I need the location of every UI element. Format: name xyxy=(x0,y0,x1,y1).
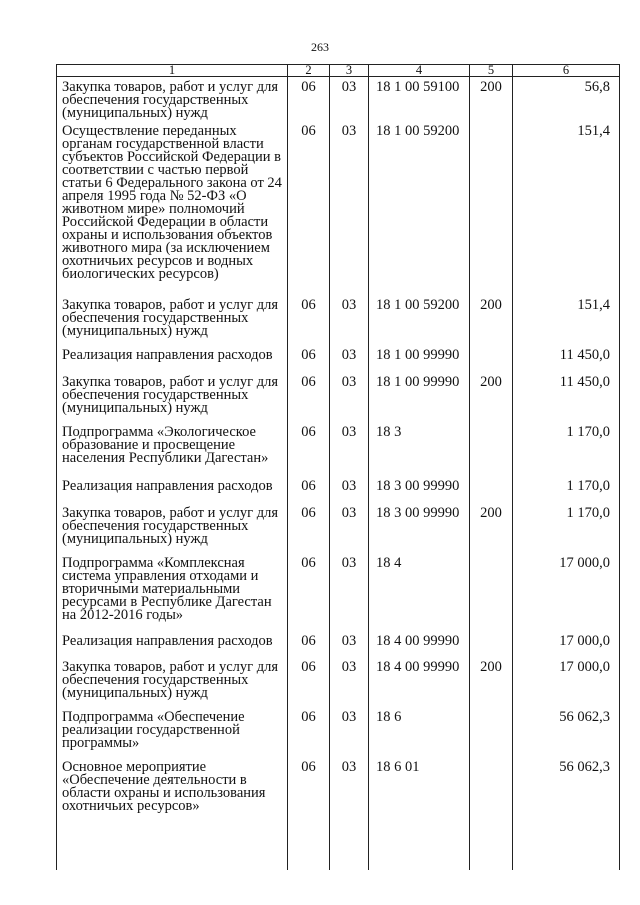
header-col-5: 5 xyxy=(470,65,513,77)
row-target-code: 18 6 xyxy=(369,711,470,761)
row-expense-type xyxy=(470,480,513,507)
table-row xyxy=(57,557,620,635)
row-expense-type: 200 xyxy=(470,376,513,426)
filler-cell xyxy=(470,842,513,870)
row-sum: 151,4 xyxy=(513,125,620,299)
row-subsection: 03 xyxy=(330,711,369,761)
row-section: 06 xyxy=(288,507,330,557)
table-filler-row xyxy=(57,842,620,870)
row-target-code: 18 1 00 99990 xyxy=(369,349,470,376)
table-row xyxy=(57,761,620,842)
row-sum: 151,4 xyxy=(513,299,620,349)
row-section: 06 xyxy=(288,125,330,299)
row-sum: 56 062,3 xyxy=(513,711,620,761)
row-target-code: 18 4 xyxy=(369,557,470,635)
row-expense-type xyxy=(470,711,513,761)
table-row xyxy=(57,661,620,711)
row-name: Реализация направления расходов xyxy=(57,349,288,376)
row-subsection: 03 xyxy=(330,77,369,125)
row-section: 06 xyxy=(288,299,330,349)
filler-cell xyxy=(57,842,288,870)
row-target-code: 18 6 01 xyxy=(369,761,470,842)
row-sum: 11 450,0 xyxy=(513,376,620,426)
budget-table xyxy=(56,64,620,870)
row-section: 06 xyxy=(288,557,330,635)
header-col-2: 2 xyxy=(288,65,330,77)
row-name: Закупка товаров, работ и услуг для обеспечения государственных (муниципальных) нужд xyxy=(57,376,288,426)
table-row xyxy=(57,77,620,125)
row-name: Подпрограмма «Обеспечение реализации государственной программы» xyxy=(57,711,288,761)
row-expense-type xyxy=(470,635,513,661)
row-sum: 56 062,3 xyxy=(513,761,620,842)
filler-cell xyxy=(288,842,330,870)
table-row xyxy=(57,507,620,557)
table-row xyxy=(57,299,620,349)
row-name: Основное мероприятие «Обеспечение деятельности в области охраны и использования охотничьих ресурсов» xyxy=(57,761,288,842)
row-subsection: 03 xyxy=(330,125,369,299)
row-target-code: 18 4 00 99990 xyxy=(369,635,470,661)
row-name: Реализация направления расходов xyxy=(57,480,288,507)
row-sum: 1 170,0 xyxy=(513,507,620,557)
row-section: 06 xyxy=(288,426,330,480)
row-sum: 17 000,0 xyxy=(513,661,620,711)
table-row xyxy=(57,125,620,299)
row-name: Закупка товаров, работ и услуг для обеспечения государственных (муниципальных) нужд xyxy=(57,507,288,557)
row-section: 06 xyxy=(288,376,330,426)
row-target-code: 18 1 00 99990 xyxy=(369,376,470,426)
row-target-code: 18 1 00 59200 xyxy=(369,299,470,349)
row-section: 06 xyxy=(288,661,330,711)
header-col-3: 3 xyxy=(330,65,369,77)
row-expense-type: 200 xyxy=(470,77,513,125)
row-subsection: 03 xyxy=(330,761,369,842)
row-expense-type xyxy=(470,557,513,635)
row-section: 06 xyxy=(288,711,330,761)
table-row xyxy=(57,635,620,661)
row-expense-type: 200 xyxy=(470,507,513,557)
row-subsection: 03 xyxy=(330,557,369,635)
row-name: Реализация направления расходов xyxy=(57,635,288,661)
row-expense-type xyxy=(470,426,513,480)
row-target-code: 18 3 00 99990 xyxy=(369,507,470,557)
row-sum: 17 000,0 xyxy=(513,635,620,661)
table-row xyxy=(57,480,620,507)
row-expense-type: 200 xyxy=(470,299,513,349)
table-header-row xyxy=(57,65,620,77)
row-subsection: 03 xyxy=(330,376,369,426)
filler-cell xyxy=(330,842,369,870)
row-sum: 1 170,0 xyxy=(513,426,620,480)
row-expense-type xyxy=(470,349,513,376)
row-name: Закупка товаров, работ и услуг для обеспечения государственных (муниципальных) нужд xyxy=(57,661,288,711)
row-section: 06 xyxy=(288,635,330,661)
row-target-code: 18 1 00 59200 xyxy=(369,125,470,299)
row-expense-type: 200 xyxy=(470,661,513,711)
row-name: Закупка товаров, работ и услуг для обеспечения государственных (муниципальных) нужд xyxy=(57,77,288,125)
table-row xyxy=(57,349,620,376)
row-sum: 11 450,0 xyxy=(513,349,620,376)
row-target-code: 18 3 00 99990 xyxy=(369,480,470,507)
row-name: Закупка товаров, работ и услуг для обеспечения государственных (муниципальных) нужд xyxy=(57,299,288,349)
row-subsection: 03 xyxy=(330,507,369,557)
row-subsection: 03 xyxy=(330,480,369,507)
row-target-code: 18 1 00 59100 xyxy=(369,77,470,125)
row-sum: 56,8 xyxy=(513,77,620,125)
row-expense-type xyxy=(470,761,513,842)
row-subsection: 03 xyxy=(330,299,369,349)
table-row xyxy=(57,376,620,426)
row-subsection: 03 xyxy=(330,661,369,711)
row-section: 06 xyxy=(288,761,330,842)
row-target-code: 18 3 xyxy=(369,426,470,480)
header-col-4: 4 xyxy=(369,65,470,77)
row-section: 06 xyxy=(288,480,330,507)
row-sum: 1 170,0 xyxy=(513,480,620,507)
page-number: 263 xyxy=(311,40,329,54)
row-section: 06 xyxy=(288,349,330,376)
row-name: Осуществление переданных органам государственной власти субъектов Российской Федерации в соответствии с частью первой статьи 6 Федерального закона от 24 апреля 1995 года № 52-ФЗ «О животном мире» полномочий Российской Федерации в области охраны и использования объектов животного мира (за исключением охотничьих ресурсов и водных биологических ресурсов) xyxy=(57,125,288,299)
row-subsection: 03 xyxy=(330,635,369,661)
row-subsection: 03 xyxy=(330,349,369,376)
row-subsection: 03 xyxy=(330,426,369,480)
filler-cell xyxy=(369,842,470,870)
filler-cell xyxy=(513,842,620,870)
table-row xyxy=(57,426,620,480)
row-target-code: 18 4 00 99990 xyxy=(369,661,470,711)
row-name: Подпрограмма «Комплексная система управления отходами и вторичными материальными ресурсами в Республике Дагестан на 2012-2016 годы» xyxy=(57,557,288,635)
row-name: Подпрограмма «Экологическое образование и просвещение населения Республики Дагестан» xyxy=(57,426,288,480)
row-sum: 17 000,0 xyxy=(513,557,620,635)
table-row xyxy=(57,711,620,761)
header-col-1: 1 xyxy=(57,65,288,77)
row-section: 06 xyxy=(288,77,330,125)
header-col-6: 6 xyxy=(513,65,620,77)
row-expense-type xyxy=(470,125,513,299)
